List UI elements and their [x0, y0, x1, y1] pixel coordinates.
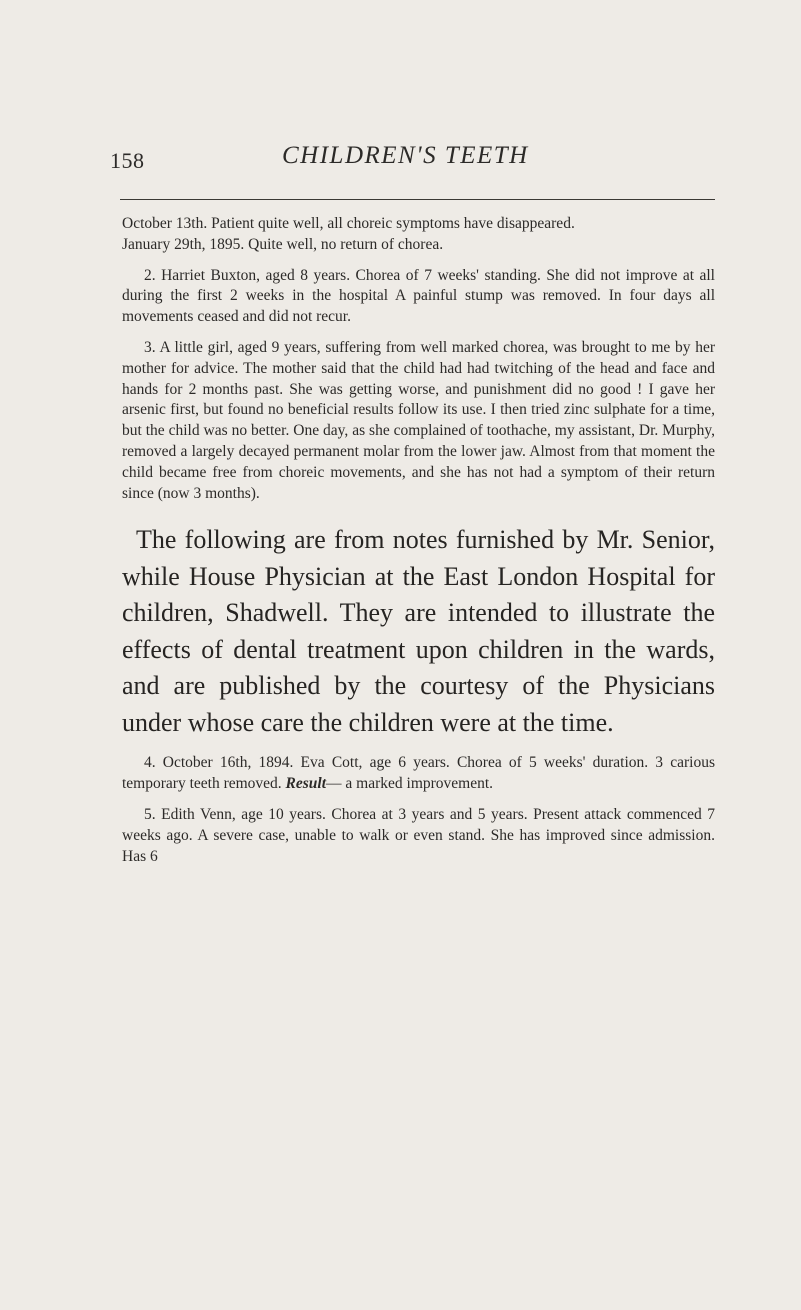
paragraph-january-29: January 29th, 1895. Quite well, no return of chorea. [122, 235, 444, 253]
case-4-text: 4. October 16th, 1894. Eva Cott, age 6 years. Chorea of 5 weeks' duration. 3 carious temporary teeth removed. [122, 754, 715, 793]
paragraph-october-13: October 13th. Patient quite well, all choreic symptoms have disappeared. [122, 215, 575, 232]
case-2-paragraph: 2. Harriet Buxton, aged 8 years. Chorea of 7 weeks' standing. She did not improve at all during the first 2 weeks in the hospital A painful stump was removed. In four days all movements ceased and did not recur. [122, 266, 715, 326]
body-text [122, 214, 715, 867]
page-header [110, 142, 710, 182]
page-number: 158 [110, 148, 145, 173]
intro-paragraph-large: The following are from notes furnished by Mr. Senior, while House Physician at the East London Hospital for children, Shadwell. They are intended to illustrate the effects of dental treatment upon children in the wards, and are published by the courtesy of the Physicians under whose care the children were at the time. [122, 525, 715, 737]
case-4-paragraph [122, 753, 715, 795]
result-label: Result [285, 775, 327, 793]
header-rule [120, 199, 715, 200]
running-title: CHILDREN'S TEETH [282, 142, 529, 169]
case-4-result-text: — a marked improvement. [326, 775, 494, 793]
case-5-paragraph: 5. Edith Venn, age 10 years. Chorea at 3 years and 5 years. Present attack commenced 7 weeks ago. A severe case, unable to walk or even stand. She has improved since admission. Has 6 [122, 805, 715, 865]
case-3-paragraph: 3. A little girl, aged 9 years, suffering from well marked chorea, was brought to me by her mother for advice. The mother said that the child had had twitching of the head and face and hands for 2 months past. She was getting worse, and punishment did no good ! I gave her arsenic first, but found no beneficial results follow its use. I then tried zinc sulphate for a time, but the child was no better. One day, as she complained of toothache, my assistant, Dr. Murphy, removed a largely decayed permanent molar from the lower jaw. Almost from that moment the child became free from choreic movements, and she has not had a symptom of their return since (now 3 months). [122, 338, 715, 502]
